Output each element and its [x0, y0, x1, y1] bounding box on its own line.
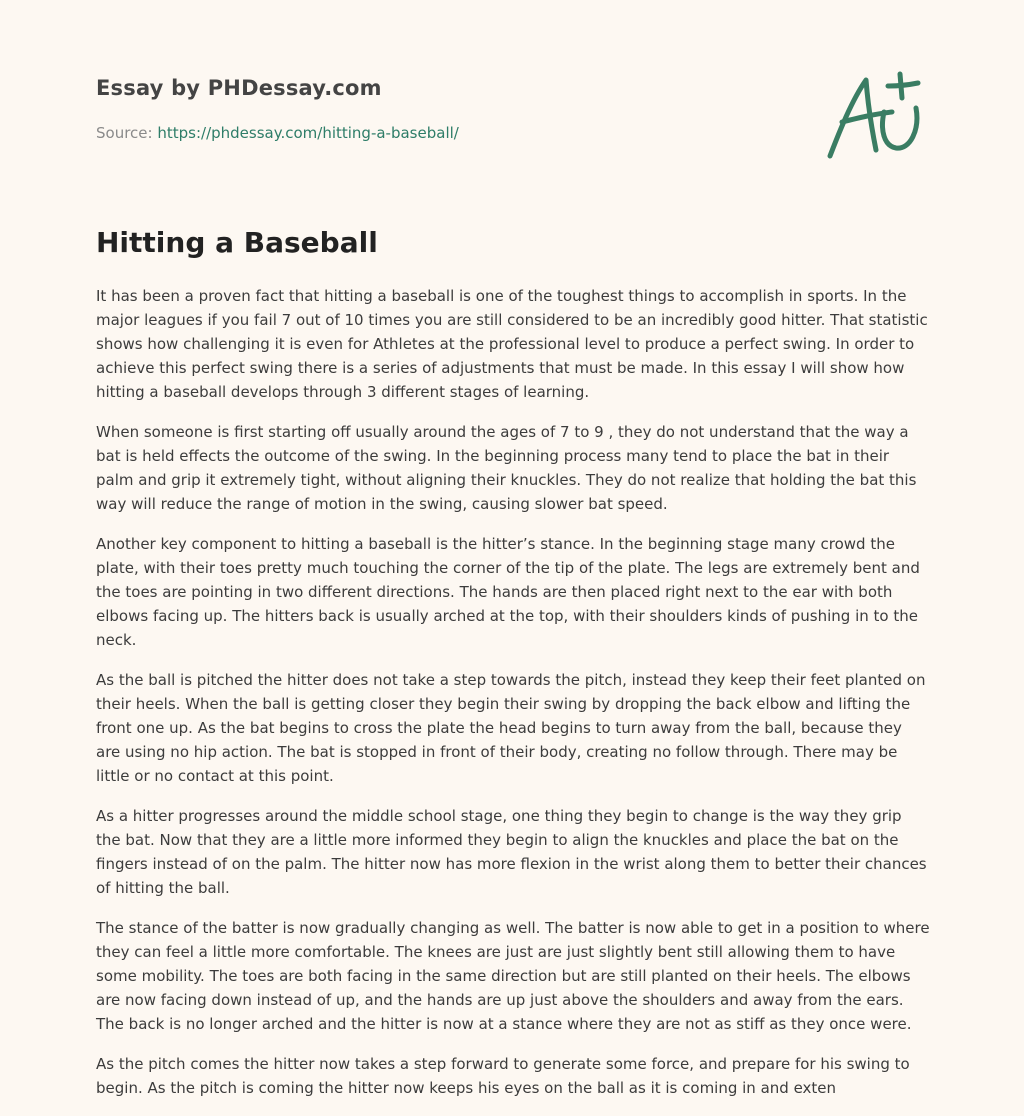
paragraph: As the ball is pitched the hitter does not take a step towards the pitch, instead they keep their feet planted on their heels. When the ball is getting closer they begin their swing by dropping the back elbow and lifting the front one up. As the bat begins to cross the plate the head begins to turn away from the ball, because they are using no hip action. The bat is stopped in front of their body, creating no follow through. There may be little or no contact at this point. — [96, 671, 926, 785]
site-title: Essay by PHDessay.com — [96, 76, 382, 100]
paragraph: Another key component to hitting a baseball is the hitter’s stance. In the beginning stage many crowd the plate, with their toes pretty much touching the corner of the tip of the plate. The legs are extremely bent and the toes are pointing in two different directions. The hands are then placed right next to the ear with both elbows facing up. The hitters back is usually arched at the top, with their shoulders kinds of pushing in to the neck. — [96, 535, 920, 649]
source-link[interactable]: https://phdessay.com/hitting-a-baseball/ — [157, 124, 459, 142]
paragraph: It has been a proven fact that hitting a baseball is one of the toughest things to accomplish in sports. In the major leagues if you fail 7 out of 10 times you are still considered to be an incredibly good hitter. That statistic shows how challenging it is even for Athletes at the professional level to produce a perfect swing. In order to achieve this perfect swing there is a series of adjustments that must be made. In this essay I will show how hitting a baseball develops through 3 different stages of learning. — [96, 287, 928, 401]
source-line — [96, 124, 459, 142]
article-body — [96, 284, 930, 1116]
paragraph: When someone is first starting off usually around the ages of 7 to 9 , they do not understand that the way a bat is held effects the outcome of the swing. In the beginning process many tend to place the bat in their palm and grip it extremely tight, without aligning their knuckles. They do not realize that holding the bat this way will reduce the range of motion in the swing, causing slower bat speed. — [96, 423, 917, 513]
paragraph: As a hitter progresses around the middle school stage, one thing they begin to change is the way they grip the bat. Now that they are a little more informed they begin to align the knuckles and place the bat on the fingers instead of on the palm. The hitter now has more flexion in the wrist along them to better their chances of hitting the ball. — [96, 807, 927, 897]
paragraph: As the pitch comes the hitter now takes a step forward to generate some force, and prepare for his swing to begin. As the pitch is coming the hitter now keeps his eyes on the ball as it is coming in and exten — [96, 1055, 910, 1097]
source-label: Source: — [96, 124, 153, 142]
paragraph: The stance of the batter is now gradually changing as well. The batter is now able to get in a position to where they can feel a little more comfortable. The knees are just are just slightly bent still allowing them to have some mobility. The toes are both facing in the same direction but are still planted on their heels. The elbows are now facing down instead of up, and the hands are up just above the shoulders and away from the ears. The back is no longer arched and the hitter is now at a stance where they are not as stiff as they once were. — [96, 919, 930, 1033]
a-plus-grade-icon — [824, 68, 928, 164]
article-title: Hitting a Baseball — [96, 226, 378, 259]
page-header — [96, 72, 928, 192]
